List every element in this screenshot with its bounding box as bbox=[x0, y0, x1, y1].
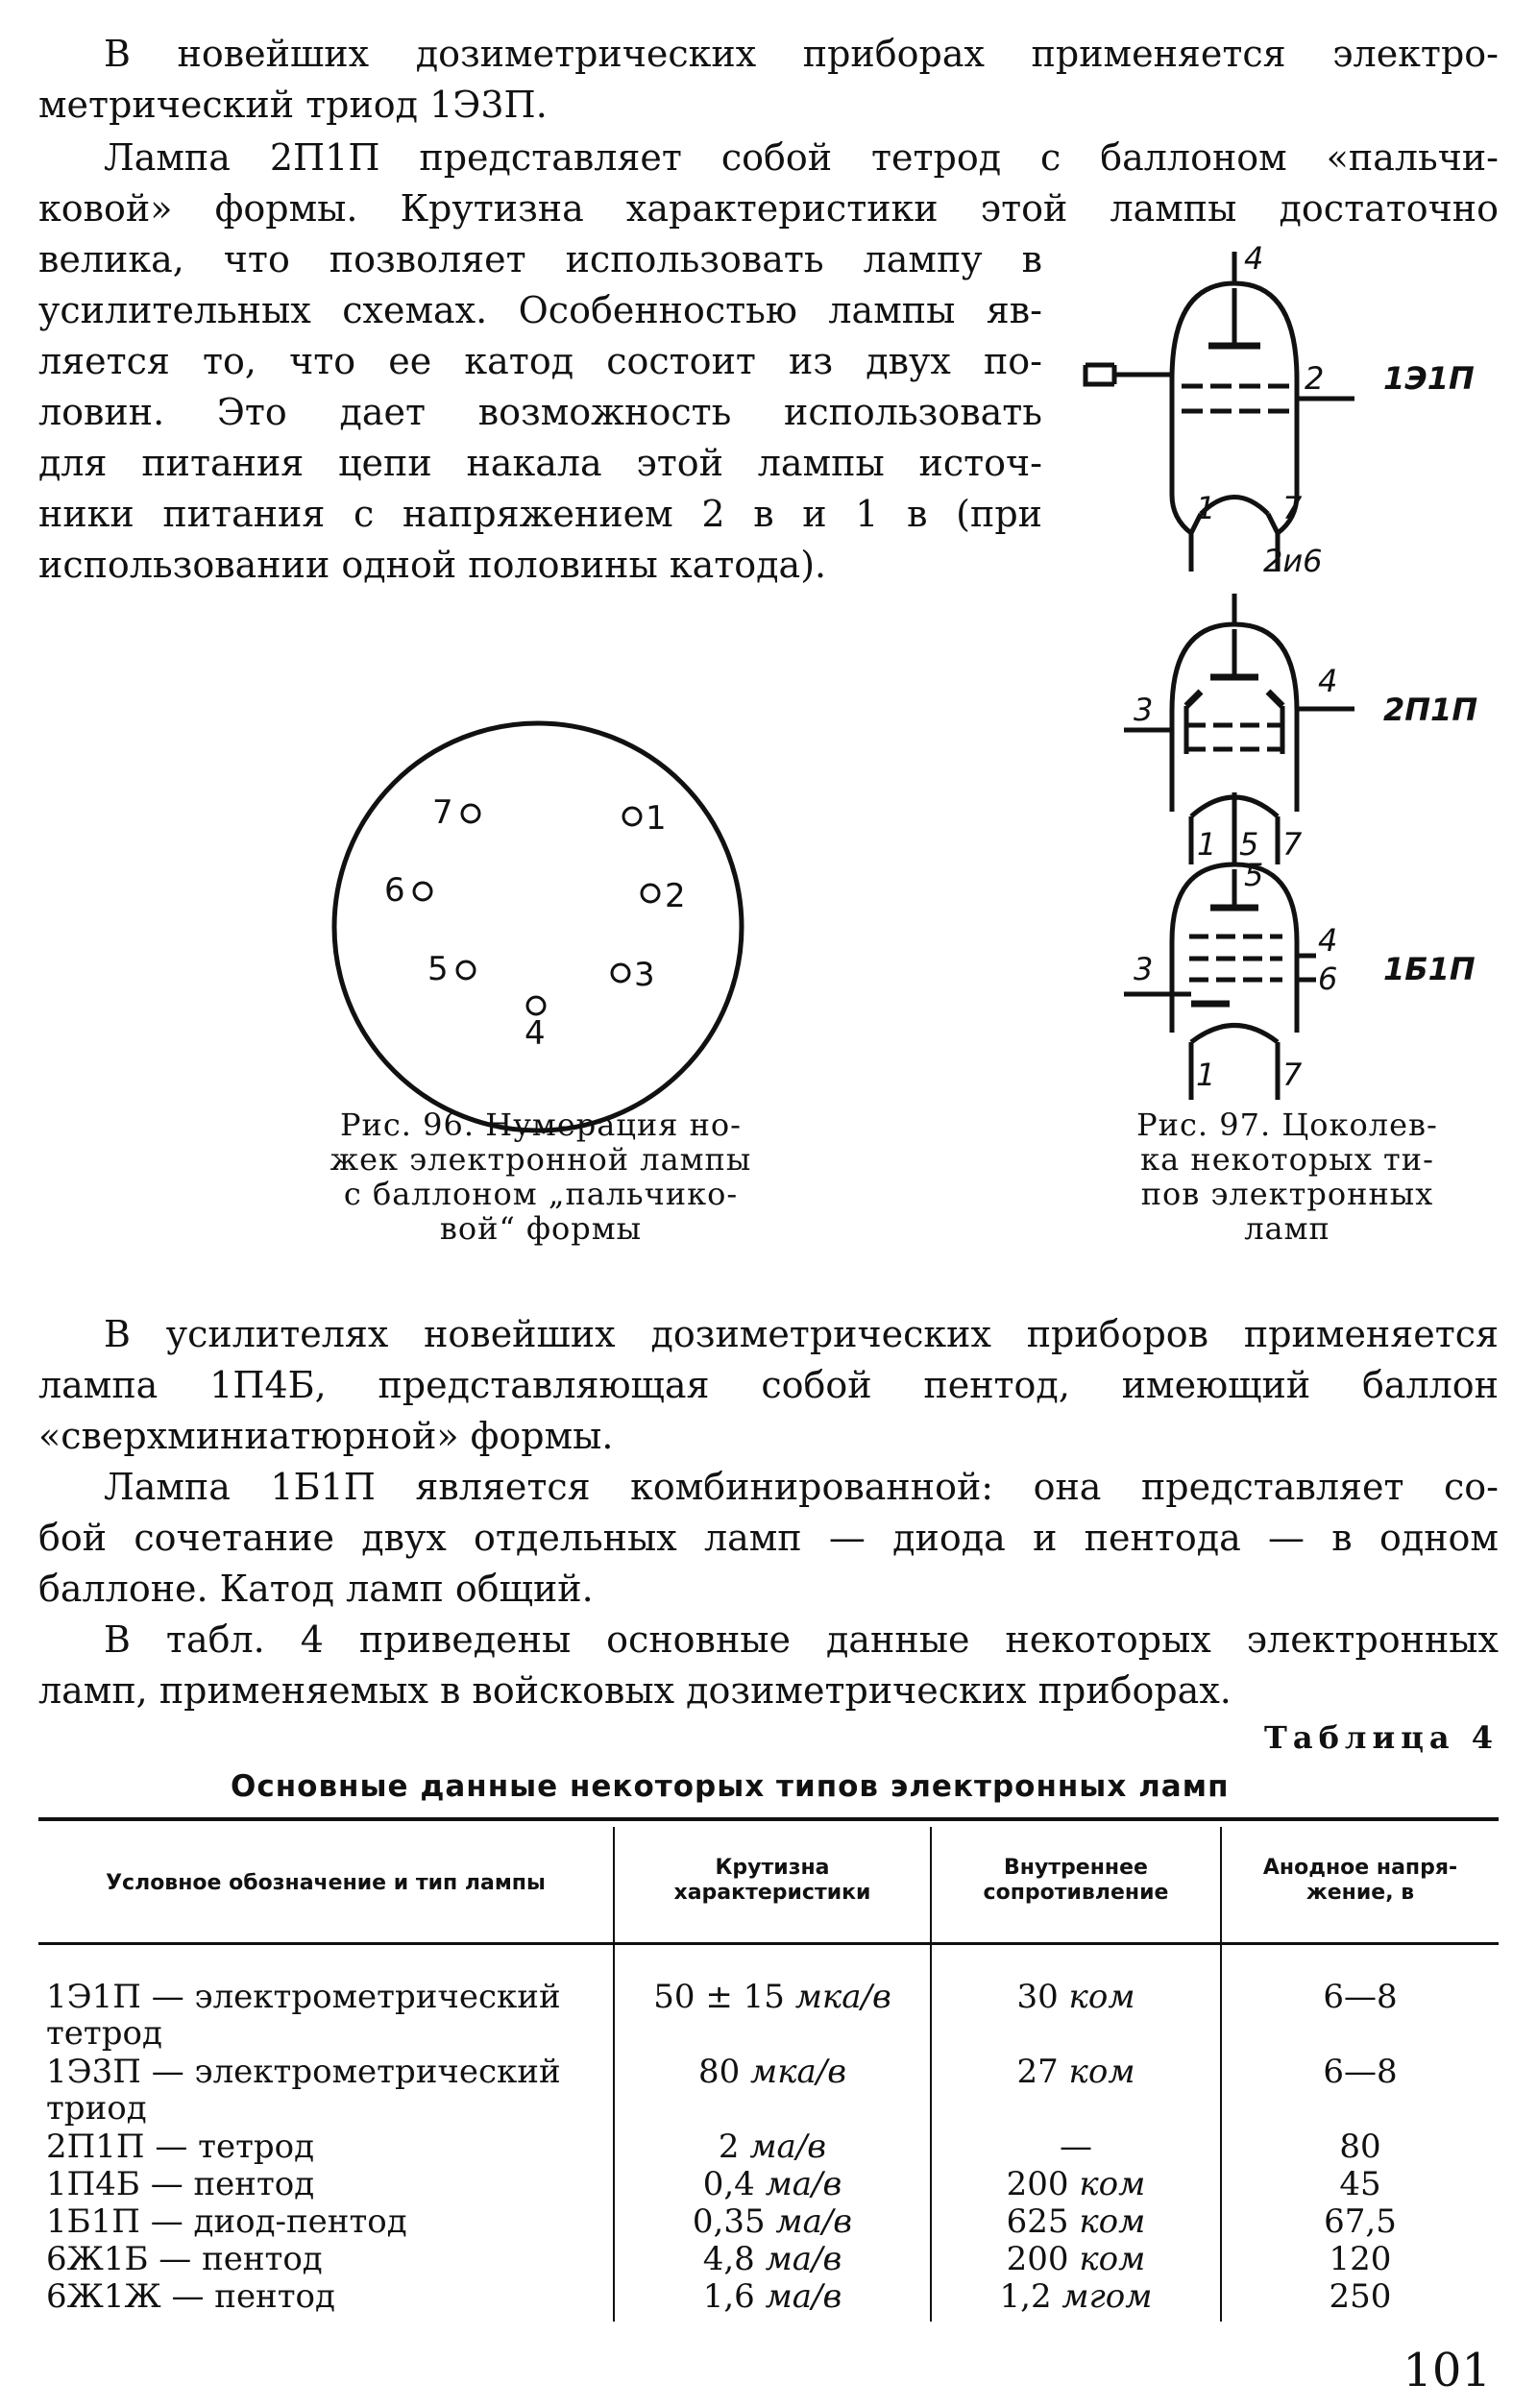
cell-type: 1Б1П — диод-пентод bbox=[46, 2202, 407, 2241]
cell-resistance: — bbox=[1060, 2128, 1092, 2166]
tube-1e1p-symbol bbox=[1086, 252, 1354, 572]
fig96-pin-diagram bbox=[327, 716, 749, 1138]
tube3-pin-5: 5 bbox=[1244, 857, 1264, 893]
fig97-caption: Рис. 97. Цоколев- ка некоторых ти- пов электронных ламп bbox=[1136, 1107, 1438, 1247]
cell-resistance-unit: мгом bbox=[1061, 2277, 1153, 2316]
cell-resistance-unit: ком bbox=[1068, 1978, 1135, 2016]
tube2-pin-2i6: 2и6 bbox=[1263, 543, 1323, 579]
cell-voltage: 6—8 bbox=[1323, 1978, 1398, 2016]
cell-resistance: 200 ком bbox=[1006, 2165, 1146, 2203]
page-number: 101 bbox=[1403, 2344, 1491, 2397]
table-top-rule bbox=[38, 1817, 1499, 1821]
cell-type: 6Ж1Ж — пентод bbox=[46, 2277, 335, 2316]
fig96-pin-1: 1 bbox=[646, 799, 667, 838]
table-label: Таблица 4 bbox=[1264, 1719, 1499, 1756]
paragraph-1-line-1: В новейших дозиметрических приборах применяется электро- bbox=[104, 33, 1499, 75]
fig96-caption: Рис. 96. Нумерация но- жек электронной лампы с баллоном „пальчико- вой“ формы bbox=[329, 1107, 752, 1247]
tube2-pin-4: 4 bbox=[1318, 663, 1338, 699]
tube1-pin-7: 7 bbox=[1282, 490, 1303, 526]
tube2-pin-3: 3 bbox=[1134, 692, 1154, 728]
cell-type: 1Э3П — электрометрический триод bbox=[46, 2053, 561, 2128]
cell-type: 6Ж1Б — пентод bbox=[46, 2240, 323, 2278]
fig96-pin-6: 6 bbox=[384, 871, 405, 910]
fig96-pin-4: 4 bbox=[525, 1014, 546, 1053]
cell-slope: 2 ма/в bbox=[718, 2128, 827, 2166]
tube1-pin-4: 4 bbox=[1244, 240, 1264, 277]
cell-slope-unit: мка/в bbox=[750, 2053, 847, 2091]
tube1-name: 1Э1П bbox=[1383, 360, 1475, 397]
cell-resistance-unit: ком bbox=[1068, 2053, 1135, 2091]
fig96-pin-3: 3 bbox=[634, 956, 655, 994]
tube3-pin-7: 7 bbox=[1282, 1057, 1303, 1093]
cell-resistance-unit: ком bbox=[1079, 2240, 1146, 2278]
paragraph-2-line-2: ковой» формы. Крутизна характеристики этой лампы достаточно bbox=[38, 187, 1499, 230]
tube2-name: 2П1П bbox=[1383, 692, 1478, 728]
cell-resistance: 200 ком bbox=[1006, 2240, 1146, 2278]
cell-voltage: 45 bbox=[1339, 2165, 1381, 2203]
cell-slope: 4,8 ма/в bbox=[702, 2240, 842, 2278]
cell-resistance-unit: ком bbox=[1079, 2202, 1146, 2241]
cell-slope-unit: ма/в bbox=[765, 2277, 842, 2316]
cell-slope: 50 ± 15 мка/в bbox=[653, 1978, 891, 2016]
table-header-resistance: Внутреннее сопротивление bbox=[983, 1856, 1169, 1905]
cell-slope: 0,35 ма/в bbox=[692, 2202, 853, 2241]
tube3-pin-4: 4 bbox=[1318, 922, 1338, 959]
tube2-pin-5: 5 bbox=[1239, 826, 1259, 863]
cell-slope-unit: мка/в bbox=[794, 1978, 891, 2016]
cell-voltage: 250 bbox=[1329, 2277, 1392, 2316]
table-header-type: Условное обозначение и тип лампы bbox=[106, 1871, 546, 1895]
tube3-name: 1Б1П bbox=[1383, 951, 1476, 987]
cell-slope-unit: ма/в bbox=[749, 2128, 827, 2166]
cell-slope-unit: ма/в bbox=[765, 2240, 842, 2278]
tube2-pin-1: 1 bbox=[1197, 826, 1217, 863]
cell-slope: 0,4 ма/в bbox=[702, 2165, 842, 2203]
cell-voltage: 6—8 bbox=[1323, 2053, 1398, 2091]
cell-resistance: 27 ком bbox=[1016, 2053, 1135, 2091]
table-title: Основные данные некоторых типов электронных ламп bbox=[231, 1769, 1230, 1804]
cell-type: 1П4Б — пентод bbox=[46, 2165, 315, 2203]
paragraph-2-line-1: Лампа 2П1П представляет собой тетрод с баллоном «пальчи- bbox=[104, 136, 1499, 179]
fig96-pin-7: 7 bbox=[432, 793, 453, 832]
fig97-tube-diagrams bbox=[1066, 240, 1508, 1105]
table-header-voltage: Анодное напря- жение, в bbox=[1262, 1856, 1458, 1905]
table-header-slope: Крутизна характеристики bbox=[673, 1856, 871, 1905]
cell-voltage: 80 bbox=[1339, 2128, 1381, 2166]
tube2-pin-7: 7 bbox=[1282, 826, 1303, 863]
tube3-pin-1: 1 bbox=[1196, 1057, 1216, 1093]
paragraph-1-line-2: метрический триод 1Э3П. bbox=[38, 84, 548, 126]
cell-type: 1Э1П — электрометрический тетрод bbox=[46, 1978, 561, 2053]
cell-resistance-unit: ком bbox=[1079, 2165, 1146, 2203]
cell-type: 2П1П — тетрод bbox=[46, 2128, 315, 2166]
cell-resistance: 30 ком bbox=[1016, 1978, 1135, 2016]
tube3-pin-3: 3 bbox=[1134, 951, 1154, 987]
cell-slope-unit: ма/в bbox=[775, 2202, 853, 2241]
fig96-pin-5: 5 bbox=[427, 950, 449, 988]
cell-resistance: 625 ком bbox=[1006, 2202, 1146, 2241]
fig96-pin-2: 2 bbox=[665, 877, 686, 915]
table-header-rule bbox=[38, 1942, 1499, 1945]
cell-slope: 1,6 ма/в bbox=[702, 2277, 842, 2316]
tube3-pin-6: 6 bbox=[1318, 961, 1338, 997]
tube1-pin-2: 2 bbox=[1305, 360, 1325, 397]
tube1-pin-1: 1 bbox=[1196, 490, 1216, 526]
cell-slope-unit: ма/в bbox=[765, 2165, 842, 2203]
cell-voltage: 67,5 bbox=[1324, 2202, 1397, 2241]
tube-2p1p-symbol bbox=[1124, 594, 1354, 864]
cell-resistance: 1,2 мгом bbox=[999, 2277, 1153, 2316]
cell-voltage: 120 bbox=[1329, 2240, 1392, 2278]
cell-slope: 80 мка/в bbox=[697, 2053, 847, 2091]
